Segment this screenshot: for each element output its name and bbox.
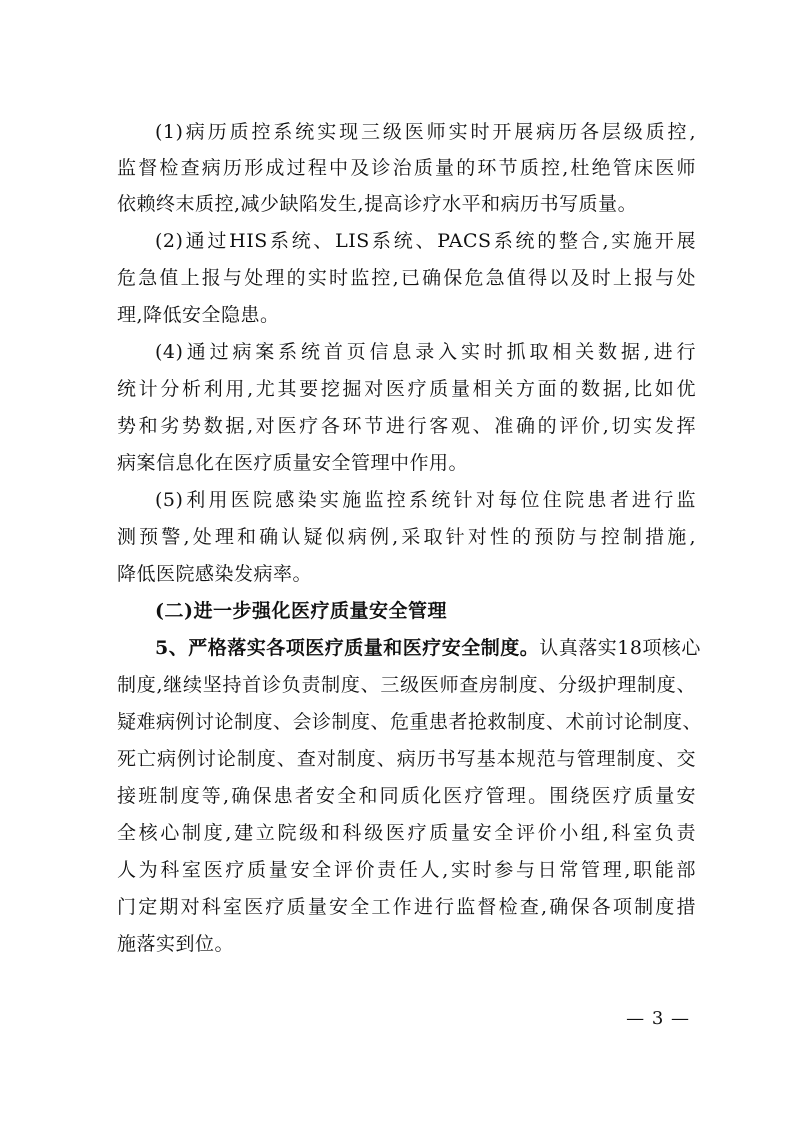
paragraph-2-line-3: 理,降低安全隐患。 xyxy=(117,304,280,326)
paragraph-4-line-2: 统计分析利用,尤其要挖掘对医疗质量相关方面的数据,比如优 xyxy=(117,378,696,400)
paragraph-1-line-3: 依赖终末质控,减少缺陷发生,提高诊疗水平和病历书写质量。 xyxy=(117,193,638,215)
item5-line-4: 死亡病例讨论制度、查对制度、病历书写基本规范与管理制度、交 xyxy=(117,748,696,770)
item5-first-line-rest: 认真落实18项核心 xyxy=(539,637,701,659)
paragraph-5-line-3: 降低医院感染发病率。 xyxy=(117,563,313,585)
paragraph-4-line-4: 病案信息化在医疗质量安全管理中作用。 xyxy=(117,452,469,474)
paragraph-5-line-2: 测预警,处理和确认疑似病例,采取针对性的预防与控制措施, xyxy=(117,526,696,548)
section-heading: (二)进一步强化医疗质量安全管理 xyxy=(155,600,447,622)
item5-line-9: 施落实到位。 xyxy=(117,933,235,955)
item5-line-8: 门定期对科室医疗质量安全工作进行监督检查,确保各项制度措 xyxy=(117,896,696,918)
item5-line-6: 全核心制度,建立院级和科级医疗质量安全评价小组,科室负责 xyxy=(117,822,696,844)
item5-bold-lead: 5、严格落实各项医疗质量和医疗安全制度。 xyxy=(155,637,540,659)
paragraph-1-line-2: 监督检查病历形成过程中及诊治质量的环节质控,杜绝管床医师 xyxy=(117,157,696,179)
item5-line-2: 制度,继续坚持首诊负责制度、三级医师查房制度、分级护理制度、 xyxy=(117,674,696,696)
paragraph-5-line-1: (5)利用医院感染实施监控系统针对每位住院患者进行监 xyxy=(155,489,696,511)
item5-line-7: 人为科室医疗质量安全评价责任人,实时参与日常管理,职能部 xyxy=(117,859,696,881)
page-number: — 3 — xyxy=(626,1008,690,1029)
paragraph-1-line-1: (1)病历质控系统实现三级医师实时开展病历各层级质控, xyxy=(155,121,696,143)
item5-line-3: 疑难病例讨论制度、会诊制度、危重患者抢救制度、术前讨论制度、 xyxy=(117,711,703,733)
paragraph-2-line-2: 危急值上报与处理的实时监控,已确保危急值得以及时上报与处 xyxy=(117,267,696,289)
paragraph-2-line-1: (2)通过HIS系统、LIS系统、PACS系统的整合,实施开展 xyxy=(155,230,696,252)
paragraph-4-line-1: (4)通过病案系统首页信息录入实时抓取相关数据,进行 xyxy=(155,341,696,363)
item5-line-5: 接班制度等,确保患者安全和同质化医疗管理。围绕医疗质量安 xyxy=(117,785,696,807)
paragraph-4-line-3: 势和劣势数据,对医疗各环节进行客观、准确的评价,切实发挥 xyxy=(117,415,696,437)
item5-line-1 xyxy=(155,633,701,663)
